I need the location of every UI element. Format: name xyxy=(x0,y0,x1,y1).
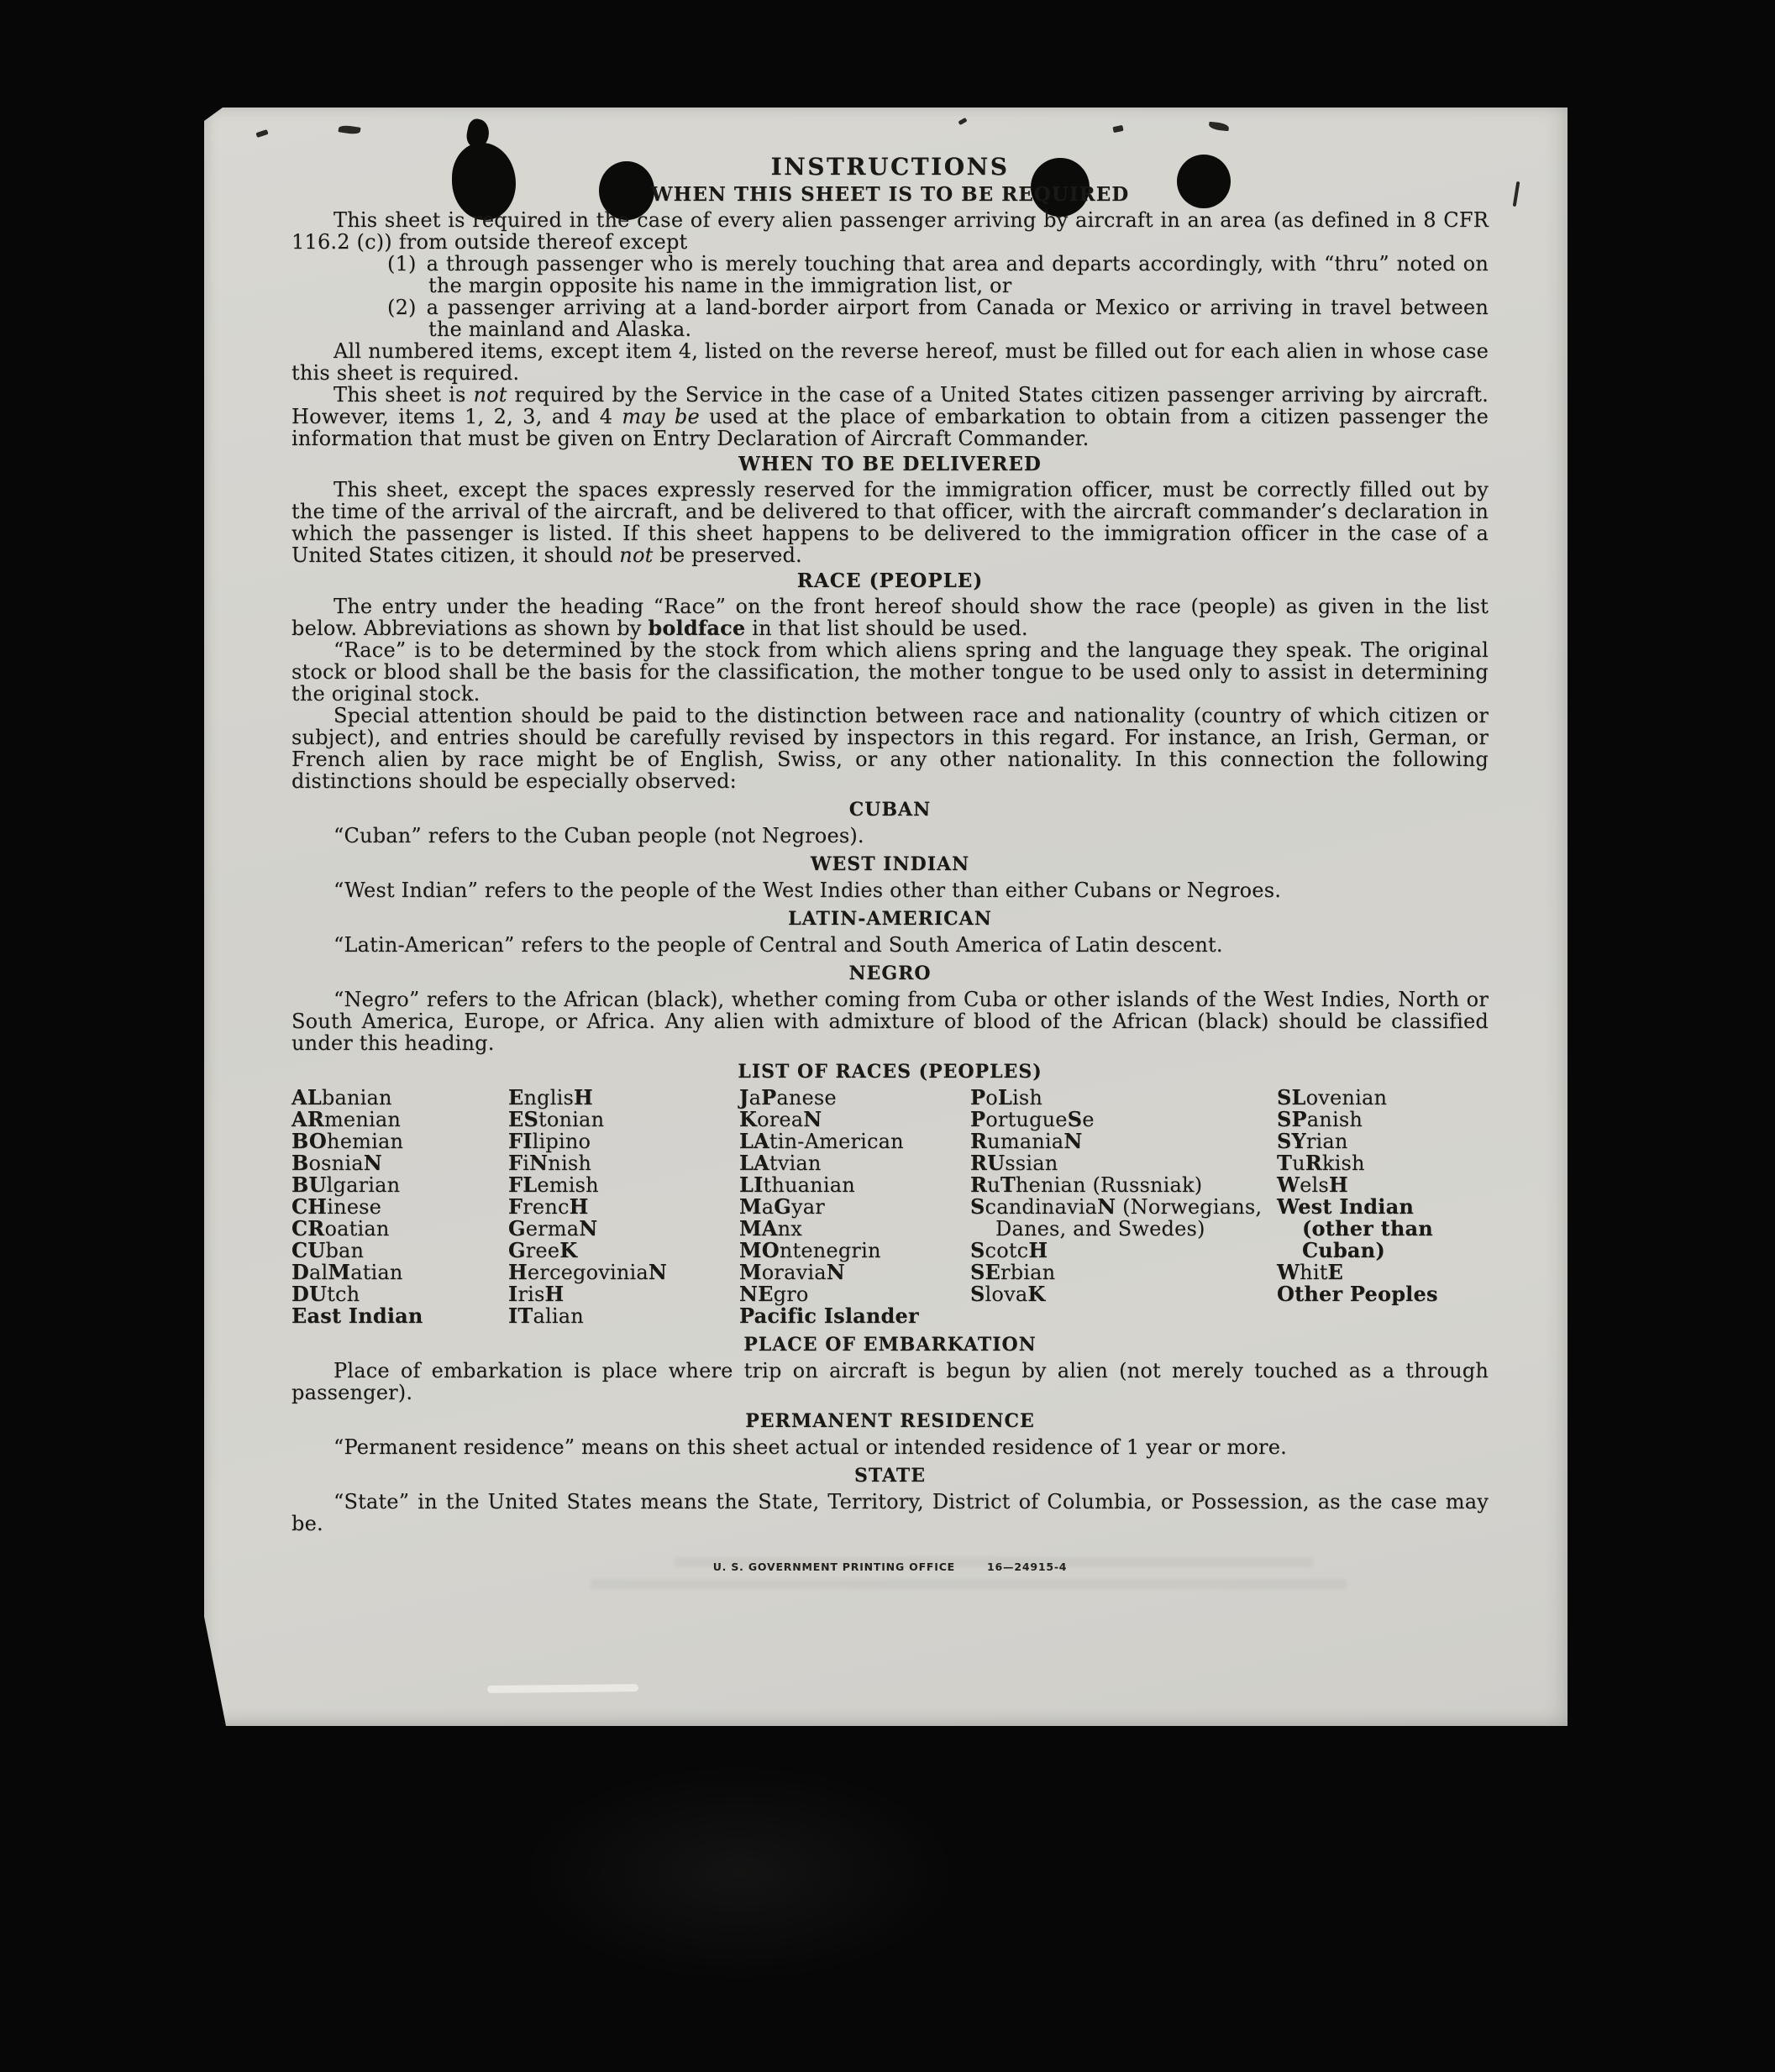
race-entry: NEgro xyxy=(739,1282,809,1306)
race-entry: FiNnish xyxy=(508,1151,591,1175)
heading-place-of-embarkation: PLACE OF EMBARKATION xyxy=(743,1334,1037,1356)
race-entry: LAtvian xyxy=(739,1151,822,1175)
race-entry: GreeK xyxy=(508,1238,578,1262)
heading-west-indian: WEST INDIAN xyxy=(810,853,970,875)
paragraph-not-required xyxy=(291,384,1489,449)
text-run: be preserved. xyxy=(653,543,802,567)
printing-office-footer xyxy=(291,1556,1489,1578)
italic-run: may be xyxy=(622,405,700,428)
text-run: Special attention should be paid to the distinction between race and nationality (country of which citizen or subject), and entries should be carefully revised by inspectors in this regard. For instance, an Irish, German, or French alien by race might be of English, Swiss, or any other nationality. In this connection the following distinctions should be especially observed: xyxy=(291,704,1489,793)
printer-name: U. S. GOVERNMENT PRINTING OFFICE xyxy=(712,1561,956,1573)
text-run: The entry under the heading “Race” on the front hereof should show the race (people) as given in the list below. Abbreviations as shown by xyxy=(291,595,1489,640)
race-entry: BUlgarian xyxy=(291,1172,401,1197)
heading-when-required: WHEN THIS SHEET IS TO BE REQUIRED xyxy=(650,183,1130,206)
race-entry: ALbanian xyxy=(291,1085,392,1109)
race-entry: SLovenian xyxy=(1277,1085,1388,1109)
race-entry: CUban xyxy=(291,1238,365,1262)
heading-negro: NEGRO xyxy=(848,963,932,984)
paragraph-west-indian xyxy=(291,879,1489,901)
paragraph-all-items xyxy=(291,340,1489,384)
race-entry: Pacific Islander xyxy=(739,1304,919,1328)
text-run: This sheet is xyxy=(333,383,474,407)
race-entry: BOhemian xyxy=(291,1129,404,1153)
races-column-4 xyxy=(970,1087,1277,1327)
race-entry: KoreaN xyxy=(739,1107,822,1131)
race-entry: SPanish xyxy=(1277,1107,1363,1131)
paragraph-negro xyxy=(291,989,1489,1054)
paragraph-state xyxy=(291,1491,1489,1534)
race-entry: WhitE xyxy=(1277,1260,1344,1284)
race-entry: BosniaN xyxy=(291,1151,382,1175)
race-entry: MAnx xyxy=(739,1216,802,1241)
paragraph-residence xyxy=(291,1436,1489,1458)
numbered-item-1 xyxy=(387,253,1489,296)
race-entry: SYrian xyxy=(1277,1129,1348,1153)
scratch-mark xyxy=(487,1684,638,1693)
paragraph-embarkation xyxy=(291,1360,1489,1403)
race-entry: GermaN xyxy=(508,1216,598,1241)
text-run: required by the Service in the case of a United States citizen passenger arriving by aircraft. However, items 1, 2, 3, and 4 xyxy=(291,383,1489,428)
text-run: “West Indian” refers to the people of the West Indies other than either Cubans or Negroes. xyxy=(333,879,1282,902)
race-entry: EnglisH xyxy=(508,1085,593,1109)
italic-run: not xyxy=(619,543,654,567)
race-entry: LAtin-American xyxy=(739,1129,904,1153)
heading-state: STATE xyxy=(853,1465,927,1487)
heading-when-delivered: WHEN TO BE DELIVERED xyxy=(738,453,1042,475)
paragraph-race-attention xyxy=(291,705,1489,792)
race-entry: RumaniaN xyxy=(970,1129,1083,1153)
races-column-3 xyxy=(739,1087,970,1327)
heading-cuban: CUBAN xyxy=(848,799,932,821)
paragraph-intro xyxy=(291,209,1489,253)
heading-race-people: RACE (PEOPLE) xyxy=(796,569,984,592)
text-run: used at the place of embarkation to obtain from a citizen passenger the information that must be given on Entry Declaration of Aircraft Commander. xyxy=(291,405,1489,450)
race-entry: IrisH xyxy=(508,1282,565,1306)
text-run: “Latin-American” refers to the people of Central and South America of Latin descent. xyxy=(333,933,1223,957)
paragraph-intro-text: This sheet is required in the case of every alien passenger arriving by aircraft in an area (as defined in 8 CFR 116.2 (c)) from outside thereof except xyxy=(291,208,1489,254)
document-sheet xyxy=(204,108,1568,1726)
race-entry: CHinese xyxy=(291,1194,382,1219)
text-run: This sheet, except the spaces expressly reserved for the immigration officer, must be correctly filled out by the time of the arrival of the aircraft, and be delivered to that officer, with the aircraft commander’s declaration in which the passenger is listed. If this sheet happens to be delivered to the immigration officer in the case of a United States citizen, it should xyxy=(291,478,1489,567)
race-entry: East Indian xyxy=(291,1304,423,1328)
race-entry: FIlipino xyxy=(508,1129,591,1153)
numbered-item-2 xyxy=(387,296,1489,340)
pen-mark xyxy=(339,124,361,135)
race-entry: RUssian xyxy=(970,1151,1058,1175)
race-entry: RuThenian (Russniak) xyxy=(970,1172,1203,1197)
race-entry: MOntenegrin xyxy=(739,1238,881,1262)
race-entry: MaGyar xyxy=(739,1194,825,1219)
race-entry: ARmenian xyxy=(291,1107,402,1131)
race-entry: ITalian xyxy=(508,1304,584,1328)
page-title: INSTRUCTIONS xyxy=(770,153,1010,181)
race-entry: WelsH xyxy=(1277,1172,1348,1197)
race-entry: SlovaK xyxy=(970,1282,1046,1306)
race-entry: DUtch xyxy=(291,1282,360,1306)
race-entry: FrencH xyxy=(508,1194,589,1219)
pen-mark xyxy=(1209,122,1230,131)
race-entry: FLemish xyxy=(508,1172,599,1197)
race-entry: DalMatian xyxy=(291,1260,403,1284)
race-entry: West Indian (other than Cuban) xyxy=(1277,1194,1433,1262)
race-entry: JaPanese xyxy=(739,1085,837,1109)
race-entry: HercegoviniaN xyxy=(508,1260,668,1284)
race-entry: EStonian xyxy=(508,1107,605,1131)
text-run: “Negro” refers to the African (black), whether coming from Cuba or other islands of the West Indies, North or South America, Europe, or Africa. Any alien with admixture of blood of the African (black) should be classified under this heading. xyxy=(291,988,1489,1055)
paragraph-latin-american xyxy=(291,934,1489,956)
races-column-1 xyxy=(291,1087,508,1327)
pen-mark xyxy=(1513,181,1520,207)
text-run: Place of embarkation is place where trip on aircraft is begun by alien (not merely touched as a through passenger). xyxy=(291,1359,1489,1404)
paragraph-all-items-text: All numbered items, except item 4, listed on the reverse hereof, must be filled out for each alien in whose case this sheet is required. xyxy=(291,339,1489,385)
text-run: “Cuban” refers to the Cuban people (not Negroes). xyxy=(333,824,864,847)
race-entry: Other Peoples xyxy=(1277,1282,1438,1306)
races-list xyxy=(291,1087,1489,1327)
item-number: (2) xyxy=(387,296,417,319)
race-entry: LIthuanian xyxy=(739,1172,855,1197)
heading-latin-american: LATIN-AMERICAN xyxy=(788,908,992,930)
corner-fold-top-left xyxy=(204,108,223,121)
race-entry: PoLish xyxy=(970,1085,1043,1109)
item-text: a through passenger who is merely touching that area and departs accordingly, with “thru” noted on the margin opposite his name in the immigration list, or xyxy=(426,252,1489,297)
race-entry: ScotcH xyxy=(970,1238,1048,1262)
text-run: “State” in the United States means the State, Territory, District of Columbia, or Possession, as the case may be. xyxy=(291,1490,1489,1535)
race-entry: MoraviaN xyxy=(739,1260,845,1284)
text-run: in that list should be used. xyxy=(745,616,1028,640)
race-entry: CRoatian xyxy=(291,1216,390,1241)
heading-permanent-residence: PERMANENT RESIDENCE xyxy=(745,1410,1035,1432)
race-entry: PortugueSe xyxy=(970,1107,1095,1131)
heading-list-of-races: LIST OF RACES (PEOPLES) xyxy=(738,1061,1042,1083)
print-code: 16—24915-4 xyxy=(987,1561,1068,1573)
text-run: “Race” is to be determined by the stock from which aliens spring and the language they speak. The original stock or blood shall be the basis for the classification, the mother tongue to be used only to assist in determining the original stock. xyxy=(291,638,1489,706)
pen-mark xyxy=(1112,125,1123,133)
bold-run: boldface xyxy=(648,616,746,640)
race-entry: SErbian xyxy=(970,1260,1056,1284)
race-entry: TuRkish xyxy=(1277,1151,1365,1175)
item-text: a passenger arriving at a land-border airport from Canada or Mexico or arriving in travel between the mainland and Alaska. xyxy=(426,296,1489,341)
pen-mark xyxy=(958,118,967,125)
paragraph-delivered xyxy=(291,479,1489,566)
bleed-through-smudge xyxy=(591,1579,1347,1589)
corner-fold-bottom-left xyxy=(204,1617,226,1726)
race-entry: ScandinaviaN (Norwegians, Danes, and Swedes) xyxy=(970,1194,1263,1241)
document-body xyxy=(291,155,1489,1578)
paragraph-race-determined xyxy=(291,639,1489,705)
item-number: (1) xyxy=(387,252,417,275)
races-column-5 xyxy=(1277,1087,1489,1327)
italic-run: not xyxy=(473,383,507,407)
paragraph-cuban xyxy=(291,825,1489,847)
text-run: “Permanent residence” means on this sheet actual or intended residence of 1 year or more. xyxy=(333,1435,1287,1459)
paragraph-race-entry xyxy=(291,595,1489,639)
pen-mark xyxy=(255,129,268,138)
races-column-2 xyxy=(508,1087,739,1327)
